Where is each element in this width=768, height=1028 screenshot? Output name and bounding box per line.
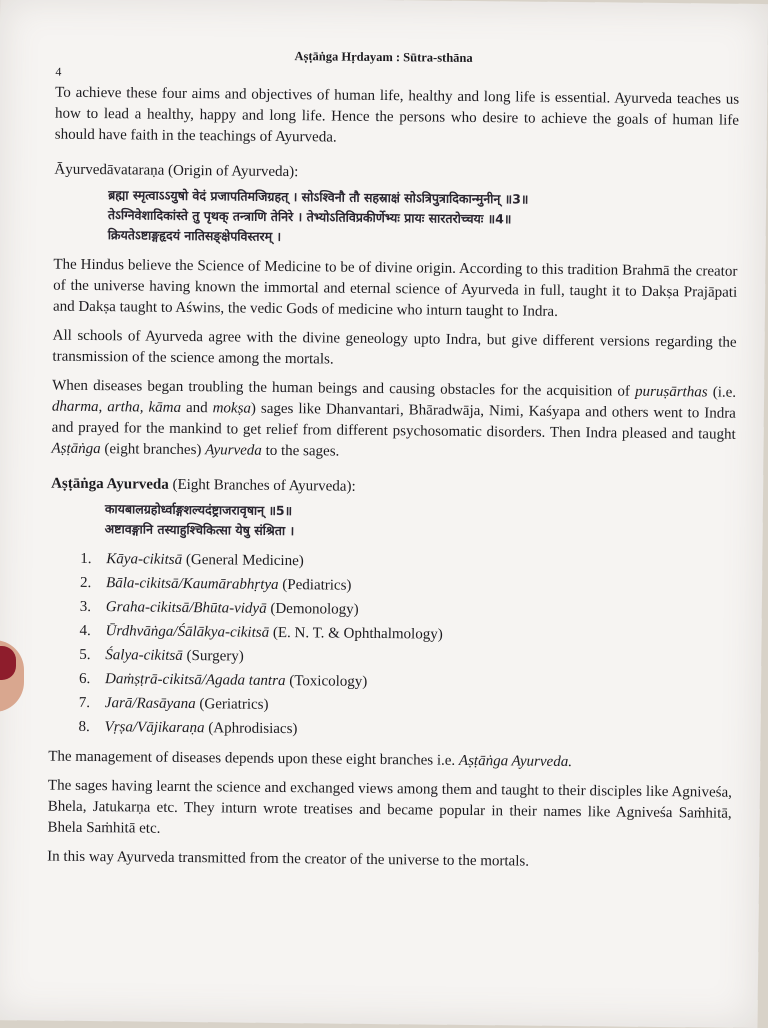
text-run: and — [180, 399, 213, 417]
closing-paragraph: In this way Ayurveda transmitted from the creator of the universe to the mortals. — [47, 848, 530, 870]
schools-paragraph: All schools of Ayurveda agree with the divine geneology upto Indra, but give different versions regarding the transmission of the science among the mortals. — [52, 327, 737, 368]
branch-desc: (Aphrodisiacs) — [204, 720, 298, 738]
list-number: 8. — [78, 718, 90, 735]
intro-paragraph: To achieve these four aims and objectives of human life, healthy and long life is essential. Ayurveda teaches us how to lead a healthy, happy and long life. Hence the persons who desire to achieve the goals of human life should have faith in the teachings of Ayurveda. — [54, 84, 740, 146]
text-run: (i.e. — [707, 384, 737, 401]
management-paragraph — [48, 747, 732, 775]
branch-term: Śalya-cikitsā — [105, 647, 183, 664]
hindus-paragraph: The Hindus believe the Science of Medicine to be of divine origin. According to this tradition Brahmā the creator of the universe having known the immortal and eternal science of Ayurveda in full, taught it to Dakṣa Prajāpati and Dakṣa taught to Aświns, the vedic Gods of medicine who inturn taught to Indra. — [52, 256, 738, 320]
running-header: Aṣṭāṅga Hṛdayam : Sūtra-sthāna — [294, 49, 473, 65]
branch-term: Graha-cikitsā/Bhūta-vidyā — [105, 599, 267, 617]
origin-heading-term: Āyurvedāvataraṇa — [54, 161, 165, 179]
text-run-italic: Aṣṭāṅga — [51, 440, 101, 458]
text-run-italic: Ayurveda — [205, 442, 262, 459]
list-number: 2. — [80, 574, 92, 592]
branch-term: Bāla-cikitsā/Kaumārabhṛtya — [106, 575, 279, 593]
branches-verses — [105, 499, 735, 546]
branch-desc: (Surgery) — [182, 647, 244, 665]
verse-line: ब्रह्मा स्मृत्वाऽऽयुषो वेदं प्रजापतिमजिग्रहत् । सोऽश्विनौ तौ सहस्राक्षं सोऽत्रिपुत्रादिकान्मुनीन् ॥3॥ — [108, 187, 529, 207]
branch-term: Ūrdhvāṅga/Śālākya-cikitsā — [105, 623, 270, 641]
branch-desc: (Geriatrics) — [195, 696, 269, 713]
branches-list — [78, 547, 734, 746]
branch-desc: (E. N. T. & Ophthalmology) — [269, 624, 443, 643]
verse-line: तेऽग्निवेशादिकांस्ते तु पृथक् तन्त्राणि तेनिरे । तेभ्योऽतिविप्रकीर्णेभ्यः प्रायः सारतरोच्चयः ॥4॥ — [107, 207, 512, 227]
list-number: 4. — [79, 622, 91, 640]
branch-term: Vṛṣa/Vājikaraṇa — [104, 719, 205, 737]
branch-desc: (Demonology) — [266, 600, 359, 618]
list-number: 1. — [80, 550, 92, 568]
text-run: to the sages. — [261, 442, 340, 460]
page-body — [47, 83, 739, 883]
list-number: 3. — [79, 598, 92, 616]
branches-heading-rest: (Eight Branches of Ayurveda): — [168, 476, 356, 495]
verse-line: कायबालग्रहोर्ध्वाङ्गशल्यदंष्ट्राजरावृषान् ॥5॥ — [104, 501, 293, 519]
sages-paragraph: The sages having learnt the science and exchanged views among them and taught to their disciples like Agniveśa, Bhela, Jatukarṇa etc. They inturn wrote treatises and became popular in their names like Agniveśa Saṁhitā, Bhela Saṁhitā etc. — [47, 777, 733, 837]
list-number: 6. — [79, 670, 91, 688]
verse-line: अष्टावङ्गानि तस्याहुश्चिकित्सा येषु संश्रिता । — [104, 521, 295, 539]
branch-term: Jarā/Rasāyana — [104, 695, 196, 713]
diseases-paragraph — [51, 376, 736, 467]
list-number: 5. — [79, 646, 91, 664]
text-run: The management of diseases depends upon these eight branches i.e. — [48, 748, 460, 769]
text-run-italic: mokṣa — [212, 400, 252, 417]
branch-desc: (General Medicine) — [182, 551, 304, 570]
branches-heading — [51, 474, 735, 502]
branch-term: Kāya-cikitsā — [106, 551, 183, 568]
branch-desc: (Pediatrics) — [278, 576, 352, 594]
origin-verses — [108, 185, 739, 252]
text-run: (eight branches) — [100, 441, 206, 459]
text-run-italic: puruṣārthas — [635, 383, 708, 401]
origin-heading-rest: (Origin of Ayurveda): — [164, 162, 299, 181]
branches-heading-term: Aṣṭāṅga Ayurveda — [51, 475, 169, 493]
branch-desc: (Toxicology) — [285, 673, 368, 690]
list-number: 7. — [78, 694, 91, 712]
verse-line: क्रियतेऽष्टाङ्गहृदयं नातिसङ्क्षेपविस्तरम् । — [107, 227, 282, 244]
page-number: 4 — [55, 64, 62, 79]
text-run-italic: dharma, artha, kāma — [51, 398, 182, 416]
text-run: ) sages like Dhanvantari, Bhāradwāja, Nimi, Kaśyapa and others went to Indra and prayed for the mankind to get relief from different psychosomatic disorders. Then Indra pleased and taught — [51, 400, 736, 443]
text-run-italic: Aṣṭāṅga Ayurveda. — [458, 752, 573, 771]
branch-term: Daṁṣṭrā-cikitsā/Agada tantra — [104, 671, 286, 690]
text-run: When diseases began troubling the human beings and causing obstacles for the acquisition of — [52, 377, 636, 400]
origin-heading — [54, 160, 738, 188]
